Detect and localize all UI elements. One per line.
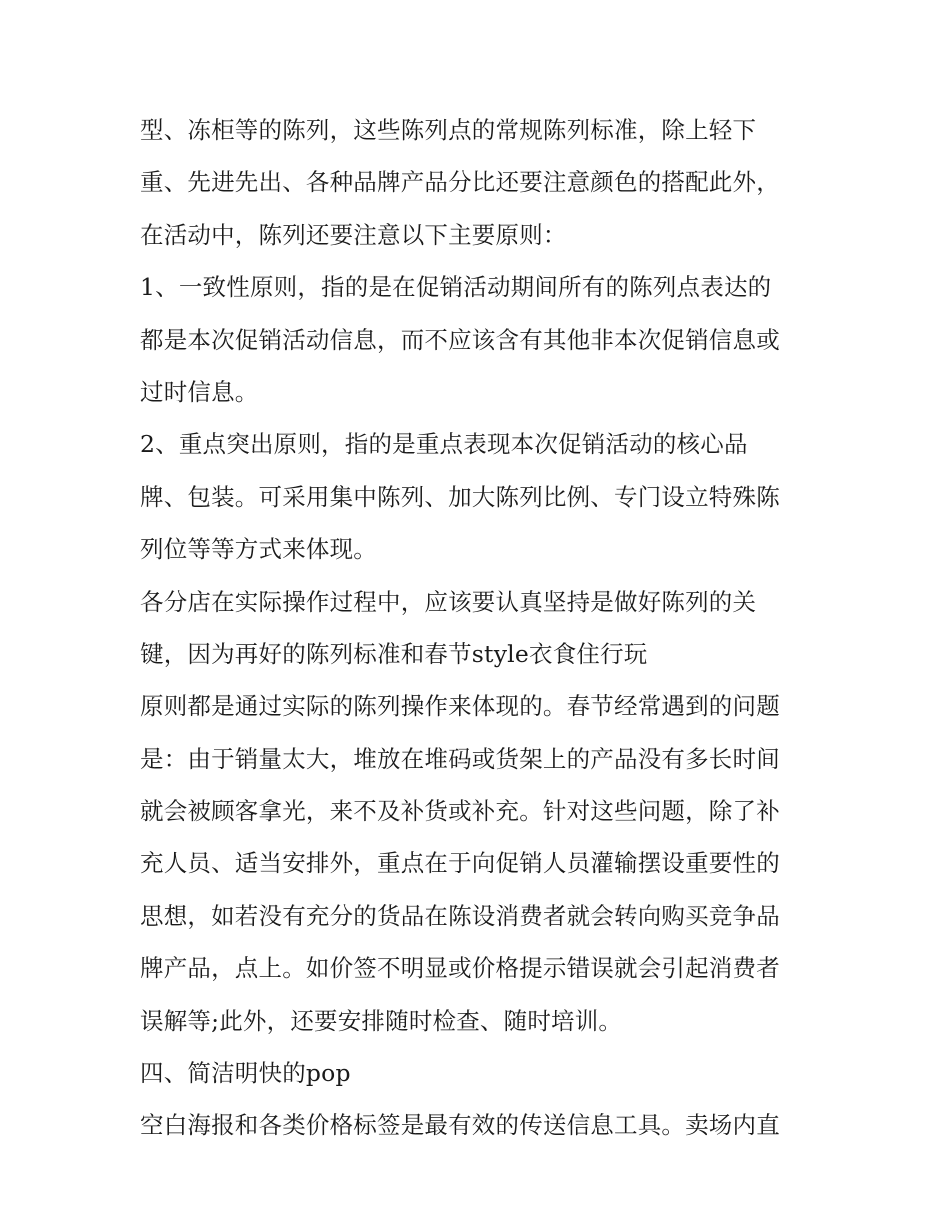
- text-line: 1、一致性原则，指的是在促销活动期间所有的陈列点表达的: [140, 273, 772, 302]
- text-line: 各分店在实际操作过程中，应该要认真坚持是做好陈列的关: [140, 587, 757, 616]
- text-line: 是：由于销量太大，堆放在堆码或货架上的产品没有多长时间: [140, 744, 780, 773]
- text-line: 重、先进先出、各种品牌产品分比还要注意颜色的搭配此外，: [140, 168, 780, 197]
- body-text: [140, 108, 820, 1156]
- text-line: 都是本次促销活动信息，而不应该含有其他非本次促销信息或: [140, 325, 780, 354]
- text-line: 过时信息。: [140, 377, 259, 406]
- text-line: 2、重点突出原则，指的是重点表现本次促销活动的核心品: [140, 430, 748, 459]
- text-line: 牌、包装。可采用集中陈列、加大陈列比例、专门设立特殊陈: [140, 482, 780, 511]
- text-line: 在活动中，陈列还要注意以下主要原则：: [140, 220, 567, 249]
- text-line: 就会被顾客拿光，来不及补货或补充。针对这些问题，除了补: [140, 797, 780, 826]
- text-line: 思想，如若没有充分的货品在陈设消费者就会转向购买竞争品: [140, 901, 780, 930]
- text-line: 充人员、适当安排外，重点在于向促销人员灌输摆设重要性的: [140, 849, 780, 878]
- text-line: 键，因为再好的陈列标准和春节style衣食住行玩: [140, 639, 648, 668]
- text-line: 型、冻柜等的陈列，这些陈列点的常规陈列标准，除上轻下: [140, 116, 757, 144]
- text-line: 原则都是通过实际的陈列操作来体现的。春节经常遇到的问题: [140, 692, 780, 721]
- text-line: 误解等;此外，还要安排随时检查、随时培训。: [140, 1006, 623, 1035]
- section-heading: 四、简洁明快的pop: [140, 1059, 351, 1088]
- text-line: 牌产品，点上。如价签不明显或价格提示错误就会引起消费者: [140, 954, 780, 983]
- text-line: 列位等等方式来体现。: [140, 535, 377, 564]
- text-line: 空白海报和各类价格标签是最有效的传送信息工具。卖场内直: [140, 1111, 780, 1140]
